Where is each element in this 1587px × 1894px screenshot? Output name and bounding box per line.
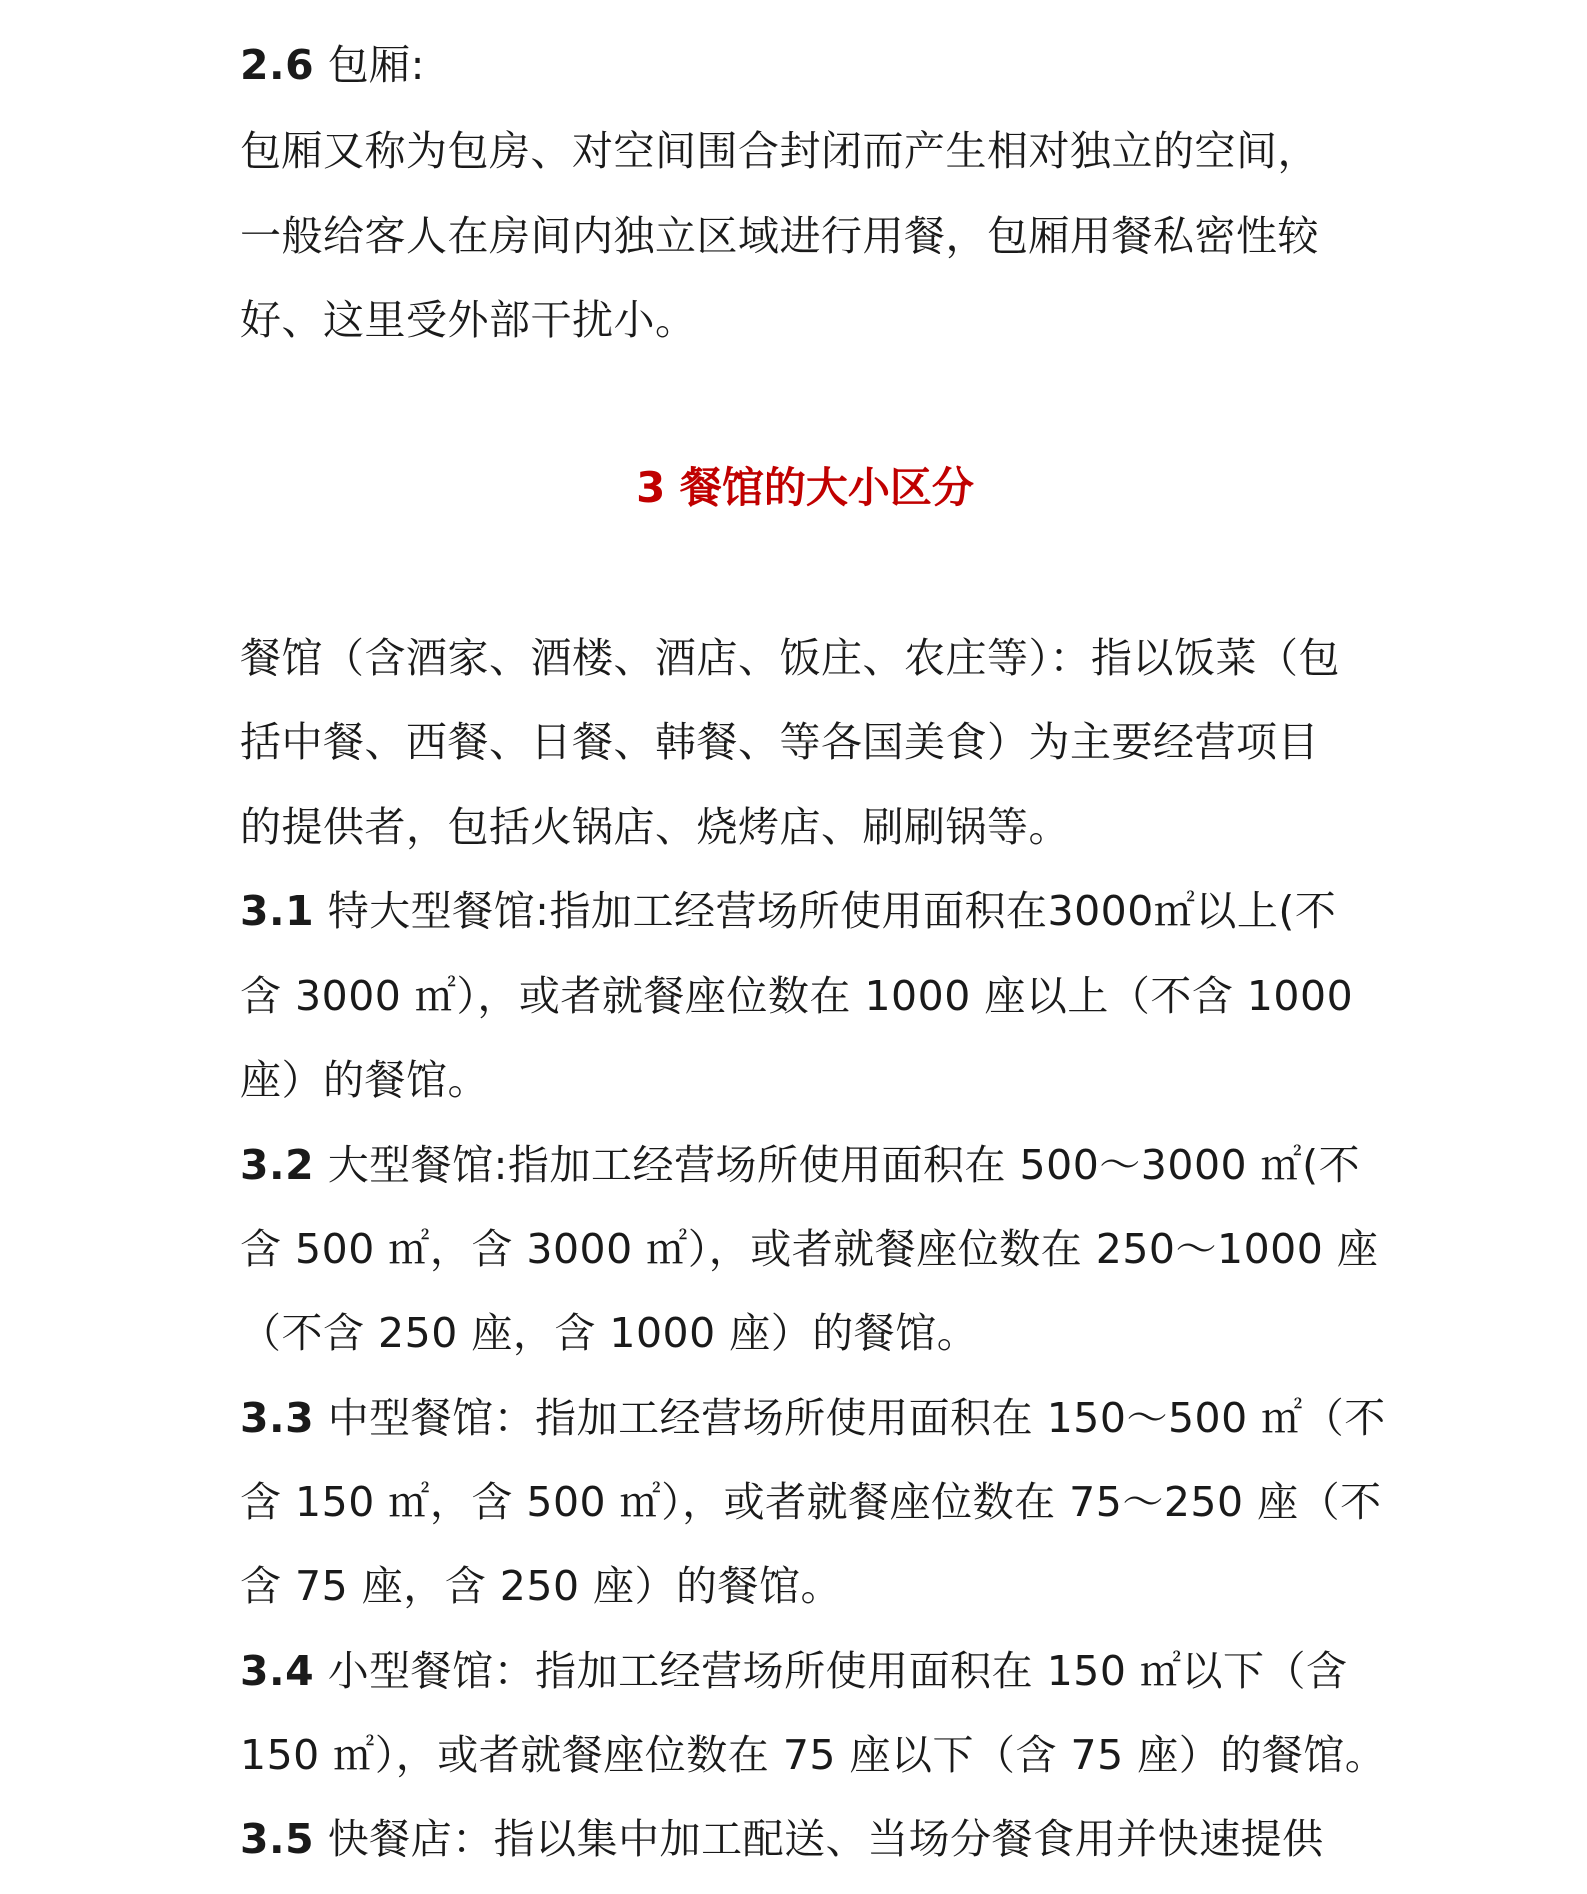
paragraph-line: 含 3000 ㎡），或者就餐座位数在 1000 座以上（不含 1000 (240, 972, 1354, 1020)
paragraph-line: 包厢又称为包房、对空间围合封闭而产生相对独立的空间， (240, 127, 1319, 175)
item-first-line (240, 1643, 1348, 1699)
item-number: 3.3 (240, 1394, 315, 1442)
paragraph-line: 座）的餐馆。 (240, 1056, 489, 1104)
item-number: 3.2 (240, 1141, 315, 1189)
item-text: 大型餐馆:指加工经营场所使用面积在 500～3000 ㎡(不 (327, 1141, 1361, 1189)
section-number: 2.6 (240, 41, 315, 89)
item-text: 快餐店：指以集中加工配送、当场分餐食用并快速提供 (327, 1815, 1324, 1863)
item-number: 3.1 (240, 887, 315, 935)
item-text: 中型餐馆：指加工经营场所使用面积在 150～500 ㎡（不 (327, 1394, 1386, 1442)
paragraph-line: 含 75 座，含 250 座）的餐馆。 (240, 1562, 843, 1610)
paragraph-line: 的提供者，包括火锅店、烧烤店、刷刷锅等。 (240, 803, 1070, 851)
item-first-line (240, 1390, 1386, 1446)
section-heading: 3 餐馆的大小区分 (636, 463, 974, 512)
paragraph-line: 餐馆（含酒家、酒楼、酒店、饭庄、农庄等）：指以饭菜（包 (240, 634, 1340, 682)
item-first-line (240, 1137, 1360, 1193)
paragraph-line: 一般给客人在房间内独立区域进行用餐，包厢用餐私密性较 (240, 212, 1319, 260)
section-title: 包厢: (327, 41, 426, 89)
item-text: 小型餐馆：指加工经营场所使用面积在 150 ㎡以下（含 (327, 1647, 1348, 1695)
paragraph-line: 150 ㎡），或者就餐座位数在 75 座以下（含 75 座）的餐馆。 (240, 1731, 1387, 1779)
paragraph-line: 含 500 ㎡，含 3000 ㎡），或者就餐座位数在 250～1000 座 (240, 1225, 1379, 1273)
paragraph-line: （不含 250 座，含 1000 座）的餐馆。 (240, 1309, 979, 1357)
item-number: 3.4 (240, 1647, 315, 1695)
section-2-6-title-line (240, 37, 425, 93)
item-first-line (240, 883, 1336, 939)
paragraph-line: 括中餐、西餐、日餐、韩餐、等各国美食）为主要经营项目 (240, 718, 1319, 766)
paragraph-line: 好、这里受外部干扰小。 (240, 296, 697, 344)
paragraph-line: 含 150 ㎡，含 500 ㎡），或者就餐座位数在 75～250 座（不 (240, 1478, 1382, 1526)
item-number: 3.5 (240, 1815, 315, 1863)
item-first-line (240, 1811, 1324, 1867)
item-text: 特大型餐馆:指加工经营场所使用面积在3000㎡以上(不 (327, 887, 1337, 935)
